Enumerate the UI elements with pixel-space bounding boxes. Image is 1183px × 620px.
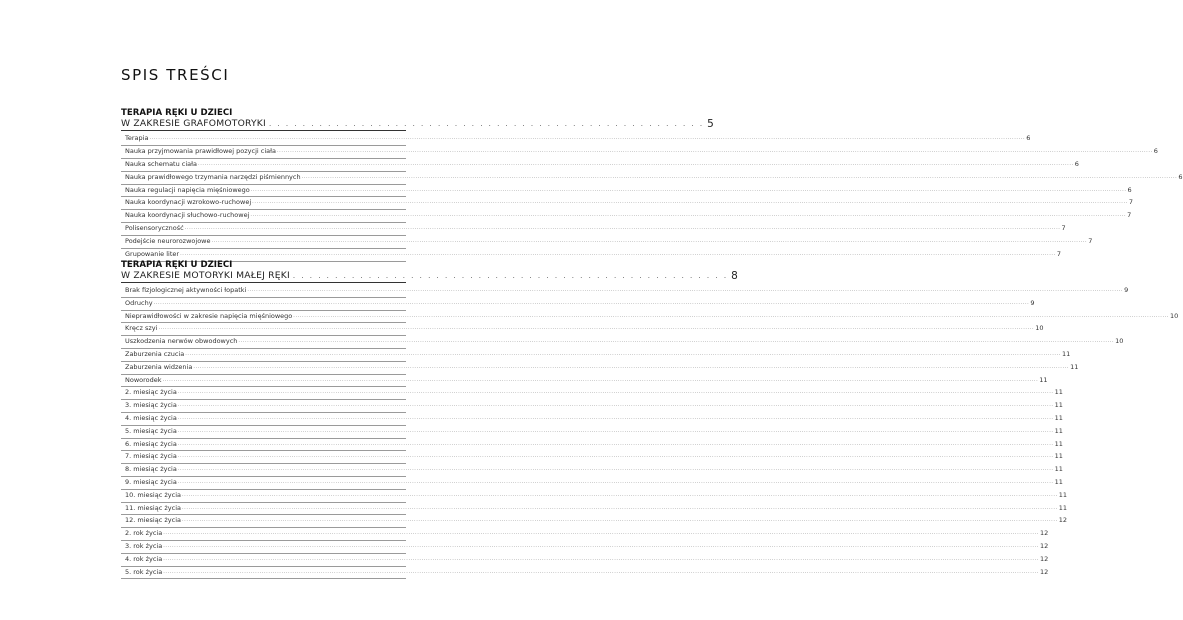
toc-entry[interactable]: [121, 413, 1063, 426]
leader-dots: ................................................................................................................................................................................................................................................................................................................................................................................................................: [250, 212, 1127, 219]
toc-entry[interactable]: [121, 464, 1063, 477]
toc-entry-label: 12. miesiąc życia: [125, 516, 181, 525]
toc-entry-label: 4. rok życia: [125, 554, 163, 563]
toc-entry-label: Nauka prawidłowego trzymania narzędzi piśmiennych: [125, 172, 301, 181]
section-heading: W ZAKRESIE MOTORYKI MAŁEJ RĘKI: [121, 270, 290, 281]
toc-entry[interactable]: [121, 311, 1179, 324]
toc-entry-page-number: 12: [1039, 554, 1049, 563]
section-heading-row[interactable]: [121, 118, 714, 131]
toc-entry-page-number: 9: [1124, 286, 1129, 294]
toc-entry[interactable]: [121, 146, 1158, 159]
toc-entry-page-number: 7: [1127, 211, 1132, 220]
leader-dots: ................................................................................................................................................................................................................................................................................................................................................................................................................: [153, 299, 1030, 306]
toc-entry-label: 5. rok życia: [125, 567, 163, 576]
leader-dots: ................................................................................................................................................................................................................................................................................................................................................................................................................: [177, 427, 1054, 434]
toc-entry-label: Uszkodzenia nerwów obwodowych: [125, 337, 238, 346]
toc-entry[interactable]: [121, 528, 1049, 541]
leader-dots: ................................................................................................................................................................................................................................................................................................................................................................................................................: [247, 287, 1124, 293]
toc-entry-list: [121, 285, 1179, 579]
leader-dots: ................................................................................................................................................................................................................................................................................................................................................................................................................: [250, 186, 1127, 193]
toc-entry[interactable]: [121, 285, 1129, 298]
toc-entry-label: 3. miesiąc życia: [125, 401, 177, 410]
toc-entry[interactable]: [121, 362, 1079, 375]
leader-dots: ................................................................................................................................................................................................................................................................................................................................................................................................................: [163, 530, 1039, 537]
toc-entry-page-number: 6: [1127, 185, 1132, 194]
toc-entry[interactable]: [121, 554, 1049, 567]
toc-entry-page-number: 7: [1061, 224, 1066, 233]
toc-entry[interactable]: [121, 503, 1068, 516]
section-heading-bold: TERAPIA RĘKI U DZIECI: [121, 108, 233, 118]
toc-entry[interactable]: [121, 387, 1063, 400]
toc-entry-page-number: 11: [1054, 401, 1063, 410]
toc-entry-page-number: 12: [1039, 541, 1049, 550]
toc-entry-page-number: 12: [1039, 529, 1049, 538]
leader-dots: ................................................................................................................................................................................................................................................................................................................................................................................................................: [185, 350, 1061, 357]
leader-dots: ................................................................................................................................................................................................................................................................................................................................................................................................................: [163, 542, 1039, 549]
leader-dots: ................................................................................................................................................................................................................................................................................................................................................................................................................: [301, 173, 1178, 180]
toc-entry-label: 3. rok życia: [125, 541, 163, 550]
toc-entry-label: Kręcz szyi: [125, 324, 158, 333]
leader-dots: ................................................................................................................................................................................................................................................................................................................................................................................................................: [163, 555, 1039, 562]
toc-entry[interactable]: [121, 451, 1063, 464]
toc-entry-page-number: 11: [1054, 452, 1063, 461]
toc-entry[interactable]: [121, 426, 1063, 439]
leader-dots: ................................................................................................................................................................................................................................................................................................................................................................................................................: [293, 312, 1170, 319]
toc-entry-label: Nauka przyjmowania prawidłowej pozycji ciała: [125, 146, 276, 155]
toc-entry-page-number: 6: [1178, 172, 1183, 181]
toc-entry-label: Podejście neurorozwojowe: [125, 237, 211, 246]
leader-dots: ................................................................................................................................................................................................................................................................................................................................................................................................................: [184, 225, 1061, 232]
toc-entry-page-number: 10: [1035, 324, 1044, 333]
leader-dots: ................................................................................................................................................................................................................................................................................................................................................................................................................: [276, 147, 1153, 154]
toc-entry-page-number: 11: [1070, 362, 1079, 371]
toc-entry-page-number: 11: [1058, 503, 1068, 512]
toc-entry-label: 11. miesiąc życia: [125, 503, 181, 512]
section-heading-bold: TERAPIA RĘKI U DZIECI: [121, 260, 233, 270]
leader-dots: ................................................................................................................................................................................................................................................................................................................................................................................................................: [149, 134, 1026, 141]
toc-entry-label: Nauka regulacji napięcia mięśniowego: [125, 185, 250, 194]
toc-entry[interactable]: [121, 223, 1066, 236]
toc-entry-label: 10. miesiąc życia: [125, 490, 181, 499]
toc-entry-label: Nauka koordynacji słuchowo-ruchowej: [125, 211, 250, 220]
leader-dots: ................................................................................................................................................................................................................................................................................................................................................................................................................: [162, 376, 1039, 383]
toc-entry-label: Terapia: [125, 133, 149, 142]
section-page-number: 5: [707, 118, 714, 130]
leader-dots: ................................................................................................................................................................................................................................................................................................................................................................................................................: [163, 568, 1039, 575]
toc-entry-page-number: 11: [1058, 490, 1068, 499]
toc-entry-page-number: 7: [1128, 198, 1134, 207]
toc-entry-page-number: 11: [1039, 375, 1048, 384]
toc-entry-page-number: 10: [1170, 311, 1179, 320]
toc-entry-label: 9. miesiąc życia: [125, 477, 177, 486]
toc-entry[interactable]: [121, 349, 1071, 362]
toc-entry-page-number: 9: [1030, 298, 1035, 307]
toc-entry[interactable]: [121, 323, 1044, 336]
toc-entry-label: Brak fizjologicznej aktywności łopatki: [125, 286, 247, 294]
leader-dots: ................................................................................................................................................................................................................................................................................................................................................................................................................: [177, 389, 1054, 396]
leader-dots: ................................................................................................................................................................................................................................................................................................................................................................................................................: [177, 478, 1054, 485]
toc-entry[interactable]: [121, 133, 1031, 146]
toc-entry[interactable]: [121, 172, 1183, 185]
toc-entry-label: 2. miesiąc życia: [125, 388, 177, 397]
toc-entry-page-number: 11: [1054, 465, 1063, 474]
toc-entry-page-number: 12: [1058, 516, 1068, 525]
toc-entry[interactable]: [121, 210, 1132, 223]
toc-entry-label: Polisensoryczność: [125, 224, 184, 233]
toc-entry-page-number: 11: [1061, 349, 1071, 358]
section-heading-row[interactable]: [121, 270, 738, 283]
toc-entry[interactable]: [121, 298, 1035, 311]
leader-dots: ................................................................................................................................................................................................................................................................................................................................................................................................................: [181, 504, 1058, 511]
toc-entry-page-number: 12: [1039, 567, 1049, 576]
toc-entry[interactable]: [121, 185, 1132, 198]
toc-entry[interactable]: [121, 515, 1068, 528]
toc-entry-label: 8. miesiąc życia: [125, 465, 177, 474]
toc-entry-label: Noworodek: [125, 375, 162, 384]
leader-dots: ................................................................................................................................................................................................................................................................................................................................................................................................................: [238, 338, 1115, 345]
leader-dots: ................................................................................................................................................................................................................................................................................................................................................................................................................: [252, 199, 1128, 206]
toc-entry[interactable]: [121, 439, 1063, 452]
toc-entry-label: Grupowanie liter: [125, 250, 180, 258]
leader-dots: ................................................................................................................................................................................................................................................................................................................................................................................................................: [181, 517, 1058, 524]
leader-dots: . . . . . . . . . . . . . . . . . . . . . . . . . . . . . . . . . . . . . . . . . . . . . . . . . . . .: [292, 272, 729, 280]
section-page-number: 8: [731, 270, 738, 282]
toc-section-grafomotoryka: [121, 108, 1183, 262]
leader-dots: ................................................................................................................................................................................................................................................................................................................................................................................................................: [193, 363, 1070, 370]
toc-entry[interactable]: [121, 400, 1063, 413]
section-heading: W ZAKRESIE GRAFOMOTORYKI: [121, 118, 266, 129]
toc-entry-page-number: 7: [1056, 250, 1061, 258]
toc-section-motoryka: [121, 260, 1179, 579]
toc-entry-page-number: 11: [1054, 426, 1063, 435]
toc-entry-page-number: 11: [1054, 388, 1063, 397]
toc-entry-label: 7. miesiąc życia: [125, 452, 177, 461]
toc-entry-label: 5. miesiąc życia: [125, 426, 177, 435]
toc-entry-label: Nauka koordynacji wzrokowo-ruchowej: [125, 198, 252, 207]
toc-entry-label: 4. miesiąc życia: [125, 413, 177, 422]
toc-entry-label: Odruchy: [125, 298, 153, 307]
toc-entry-label: 2. rok życia: [125, 529, 163, 538]
toc-entry[interactable]: [121, 477, 1063, 490]
leader-dots: ................................................................................................................................................................................................................................................................................................................................................................................................................: [177, 466, 1054, 473]
toc-entry[interactable]: [121, 375, 1048, 388]
leader-dots: ................................................................................................................................................................................................................................................................................................................................................................................................................: [158, 325, 1035, 332]
toc-entry-label: Zaburzenia czucia: [125, 349, 185, 358]
leader-dots: ................................................................................................................................................................................................................................................................................................................................................................................................................: [177, 440, 1054, 447]
leader-dots: ................................................................................................................................................................................................................................................................................................................................................................................................................: [177, 402, 1054, 409]
toc-entry-page-number: 11: [1054, 439, 1063, 448]
toc-entry[interactable]: [121, 159, 1079, 172]
toc-entry[interactable]: [121, 490, 1068, 503]
toc-entry[interactable]: [121, 197, 1134, 210]
leader-dots: ................................................................................................................................................................................................................................................................................................................................................................................................................: [198, 160, 1074, 167]
toc-entry-page-number: 6: [1153, 146, 1158, 155]
toc-entry-list: [121, 133, 1183, 262]
toc-entry[interactable]: [121, 541, 1049, 554]
leader-dots: . . . . . . . . . . . . . . . . . . . . . . . . . . . . . . . . . . . . . . . . . . . . . . . . . . . .: [268, 120, 705, 128]
toc-entry[interactable]: [121, 336, 1124, 349]
leader-dots: ................................................................................................................................................................................................................................................................................................................................................................................................................: [211, 238, 1088, 245]
toc-entry-label: 6. miesiąc życia: [125, 439, 177, 448]
toc-entry-page-number: 10: [1115, 337, 1124, 346]
toc-entry-page-number: 6: [1026, 133, 1031, 142]
toc-entry-label: Zaburzenia widzenia: [125, 362, 193, 371]
toc-entry[interactable]: [121, 567, 1049, 580]
toc-entry-page-number: 11: [1054, 477, 1063, 486]
toc-entry-label: Nauka schematu ciała: [125, 159, 197, 168]
toc-entry-label: Nieprawidłowości w zakresie napięcia mięśniowego: [125, 311, 293, 320]
leader-dots: ................................................................................................................................................................................................................................................................................................................................................................................................................: [180, 251, 1056, 257]
toc-entry-page-number: 7: [1088, 237, 1093, 246]
leader-dots: ................................................................................................................................................................................................................................................................................................................................................................................................................: [177, 453, 1054, 460]
toc-entry-page-number: 11: [1054, 413, 1063, 422]
toc-entry[interactable]: [121, 236, 1093, 249]
leader-dots: ................................................................................................................................................................................................................................................................................................................................................................................................................: [177, 414, 1054, 421]
toc-entry-page-number: 6: [1074, 159, 1079, 168]
page-title: SPIS TREŚCI: [121, 66, 230, 84]
leader-dots: ................................................................................................................................................................................................................................................................................................................................................................................................................: [181, 491, 1058, 498]
